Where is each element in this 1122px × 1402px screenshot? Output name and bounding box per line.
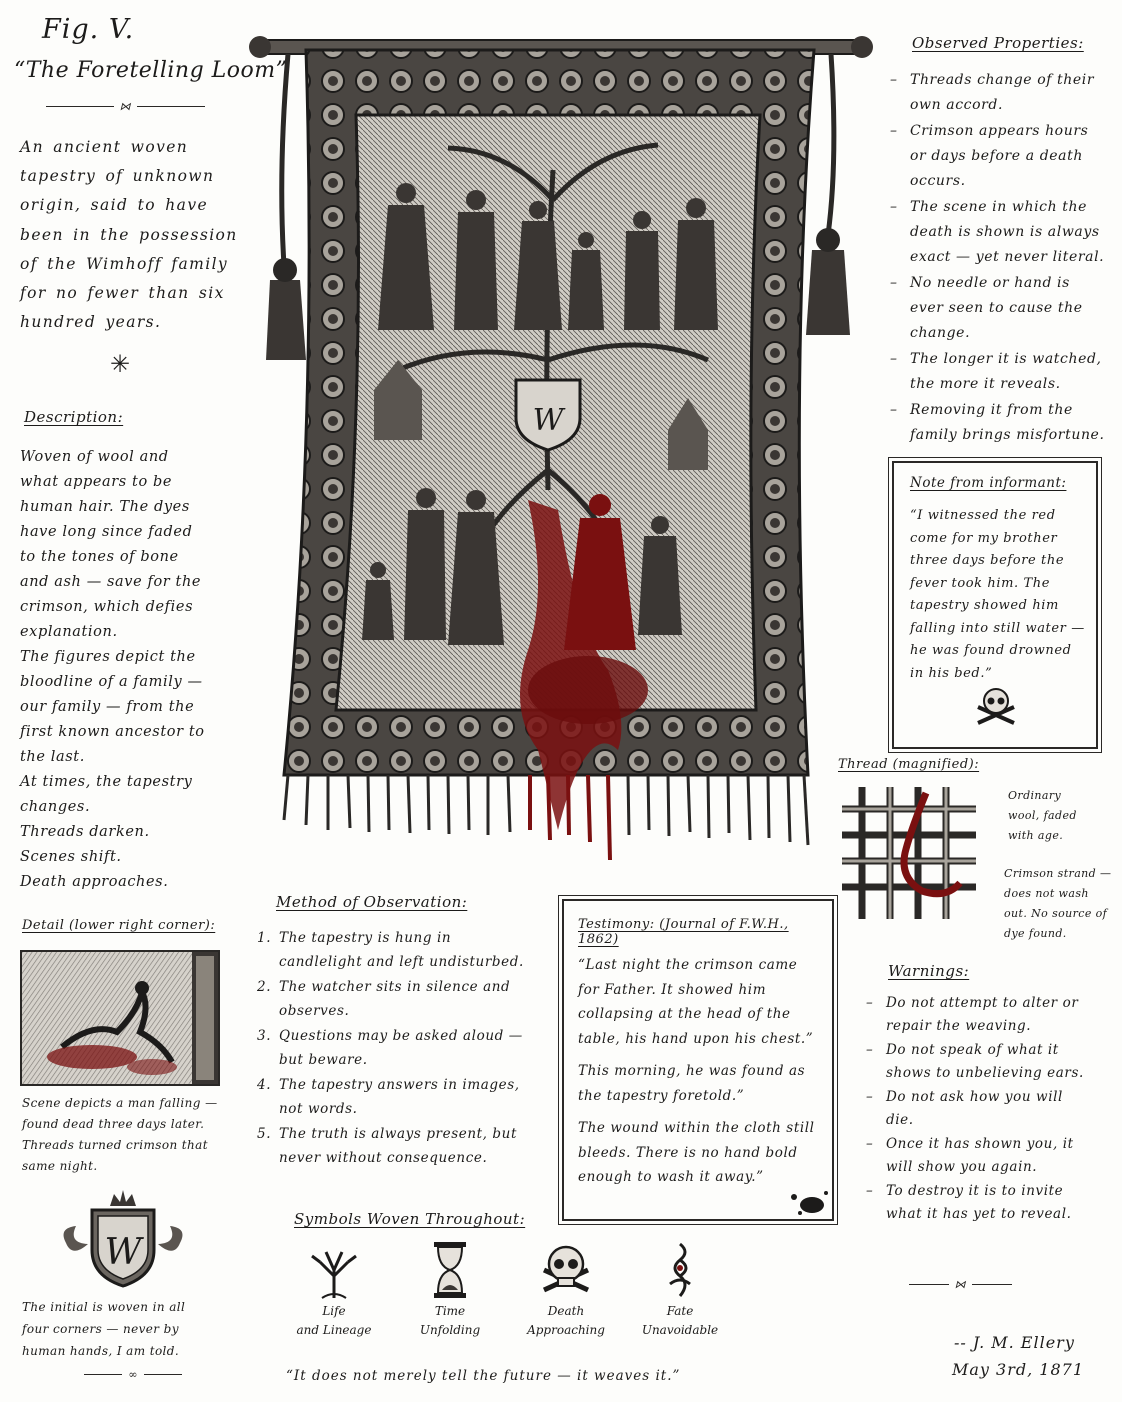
testimony-paragraph: The wound within the cloth still bleeds. There is no hand bold enough to wash it away.”	[578, 1120, 815, 1185]
left-bottom-divider: ∞	[78, 1368, 188, 1381]
closing-quote: “It does not merely tell the future — it weaves it.”	[286, 1368, 681, 1384]
note-heading: Note from informant:	[910, 475, 1067, 491]
skull-crossbones-icon	[974, 685, 1018, 733]
intro-text: An ancient woven tapestry of unknown origin, said to have been in the possession of the Wimhoff family for no fewer than six hundred years.	[20, 138, 238, 332]
symbols-row	[288, 1240, 748, 1350]
symbol-label: Time	[434, 1304, 466, 1318]
method-item: 4. The tapestry answers in images, not words.	[257, 1077, 520, 1117]
warnings-heading: Warnings:	[888, 962, 970, 980]
description-paragraph: Threads darken.	[20, 824, 150, 840]
testimony-heading: Testimony: (Journal of F.W.H., 1862)	[578, 917, 789, 947]
symbol-label: Death	[547, 1304, 585, 1318]
description-paragraph: The figures depict the bloodline of a family — our family — from the first known ancestor to the last.	[20, 649, 205, 765]
property-item: – No needle or hand is ever seen to cause the change.	[888, 271, 1106, 346]
knot-icon	[634, 1240, 726, 1302]
property-item: – Removing it from the family brings misfortune.	[888, 398, 1106, 448]
properties-list	[888, 68, 1106, 449]
symbol-label: Fate	[666, 1304, 694, 1318]
symbol-item	[288, 1240, 380, 1340]
method-item: 2. The watcher sits in silence and observes.	[257, 979, 511, 1019]
thread-label-ordinary: Ordinary wool, faded with age.	[1008, 789, 1077, 842]
method-heading: Method of Observation:	[276, 893, 468, 911]
tapestry-illustration	[248, 30, 874, 865]
description-paragraph: Scenes shift.	[20, 849, 122, 865]
warning-item: – Do not attempt to alter or repair the weaving.	[864, 992, 1084, 1038]
description-paragraph: At times, the tapestry changes.	[20, 774, 193, 815]
figure-title: “The Foretelling Loom”	[14, 58, 288, 83]
description-paragraph: Woven of wool and what appears to be human hair. The dyes have long since faded to the tones of bone and ash — save for the crimson, which defies explanation.	[20, 449, 202, 640]
detail-caption: Scene depicts a man falling — found dead three days later. Threads turned crimson that same night.	[22, 1096, 218, 1173]
warnings-divider: ⋈	[902, 1278, 1018, 1291]
warning-item: – Do not speak of what it shows to unbelieving ears.	[864, 1039, 1084, 1085]
crest-caption: The initial is woven in all four corners — never by human hands, I am told.	[22, 1300, 186, 1358]
property-item: – Crimson appears hours or days before a death occurs.	[888, 119, 1106, 194]
symbol-label: Unavoidable	[641, 1323, 719, 1337]
description-paragraph: Death approaches.	[20, 874, 169, 890]
symbol-item	[634, 1240, 726, 1340]
symbol-label: and Lineage	[296, 1323, 372, 1337]
skull-icon	[520, 1240, 612, 1302]
thread-magnified-image	[842, 787, 976, 919]
warning-item: – Once it has shown you, it will show you again.	[864, 1133, 1084, 1179]
description-body	[20, 445, 208, 895]
thread-label-crimson: Crimson strand — does not wash out. No source of dye found.	[1004, 867, 1112, 940]
property-item: – The longer it is watched, the more it reveals.	[888, 347, 1106, 397]
svg-text:W: W	[532, 403, 564, 438]
property-item: – The scene in which the death is shown is always exact — yet never literal.	[888, 195, 1106, 270]
warning-item: – Do not ask how you will die.	[864, 1086, 1084, 1132]
method-item: 3. Questions may be asked aloud — but beware.	[257, 1028, 523, 1068]
tree-icon	[288, 1240, 380, 1302]
method-item: 5. The truth is always present, but never without consequence.	[257, 1126, 517, 1166]
properties-heading: Observed Properties:	[912, 34, 1084, 52]
symbol-item	[404, 1240, 496, 1340]
symbol-label: Approaching	[527, 1323, 605, 1337]
testimony-box	[562, 899, 834, 1221]
crest-emblem	[58, 1188, 188, 1288]
informant-note-box	[892, 461, 1098, 749]
note-text: “I witnessed the red come for my brother three days before the fever took him. The tapestry showed him falling into still water — he was found drowned in his bed.”	[910, 508, 1085, 681]
warnings-list	[864, 992, 1084, 1227]
detail-image	[20, 950, 220, 1086]
asterisk-divider: ✳	[110, 350, 131, 378]
symbol-label: Unfolding	[419, 1323, 481, 1337]
signature-name: -- J. M. Ellery	[954, 1333, 1075, 1352]
symbol-label: Life	[322, 1304, 346, 1318]
method-item: 1. The tapestry is hung in candlelight and left undisturbed.	[257, 930, 524, 970]
title-divider: ⋈	[30, 100, 220, 113]
crest-letter: W	[104, 1232, 142, 1273]
method-list	[257, 927, 529, 1172]
symbol-item	[520, 1240, 612, 1340]
hourglass-icon	[404, 1240, 496, 1302]
ink-splatter	[786, 1187, 830, 1217]
warning-item: – To destroy it is to invite what it has yet to reveal.	[864, 1180, 1084, 1226]
testimony-body	[578, 953, 822, 1190]
thread-heading: Thread (magnified):	[838, 757, 980, 772]
testimony-paragraph: This morning, he was found as the tapestry foretold.”	[578, 1063, 806, 1104]
signature-date: May 3rd, 1871	[952, 1360, 1085, 1379]
property-item: – Threads change of their own accord.	[888, 68, 1106, 118]
figure-number: Fig. V.	[42, 14, 135, 45]
detail-heading: Detail (lower right corner):	[22, 918, 216, 933]
description-heading: Description:	[24, 408, 124, 426]
symbols-heading: Symbols Woven Throughout:	[294, 1210, 526, 1228]
testimony-paragraph: “Last night the crimson came for Father. It showed him collapsing at the head of the table, his hand upon his chest.”	[578, 957, 814, 1047]
